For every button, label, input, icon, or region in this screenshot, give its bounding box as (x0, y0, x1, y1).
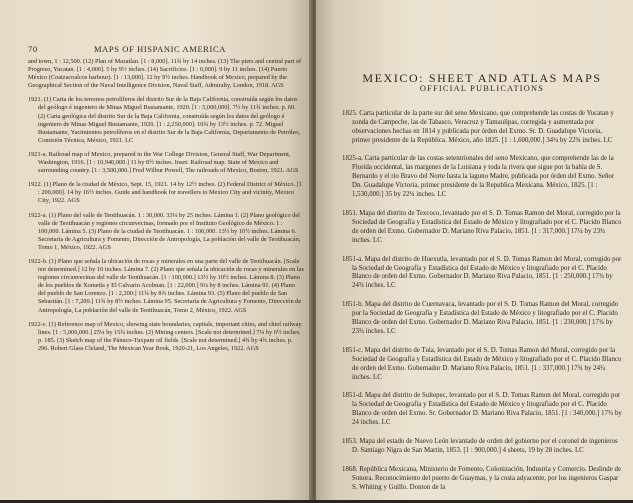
entry-continuation (28, 58, 304, 90)
entry-1868 (342, 466, 622, 493)
entry-text: 1825-a. Carta particular de las costas setentrionales del seno Mexicano, que comprehende las de la Florida occidental, las margenes de la Luisiana y toda la rivera que sigue por la bahía de S. Bernardo y el rio Bravo del Norte hasta la laguno Madre, publicada por órden del Exmo. Señor Dn. Guadalupe Victoria, primer presidente de la Republica Mexicana. México, 1825. [1 : 1,530,000.] 35 by 22¼ inches. LC (342, 155, 615, 199)
entry-text: 1851-b. Mapa del distrito de Cuernavaca, levantado por el S. D. Tomas Ramon del Moral, corregido por la Sociedad de Geografía y Estadística del Estado de México y litografiado por el C. Placido Blanco de orden del Exmo. Gobernador D. Mariano Riva Palacio, 1851. [1 : 230,000.] 17¾ by 23¾ inches. LC (342, 301, 619, 335)
entry-text: 1868. República Mexicana, Ministerio de Fomento, Colonización, Industria y Comercio. Deslinde de Sonora. Reconocimiento del puerto de Guaymas, y la costa adyacente, por los ingenieros Gaspar S. Whiting y Guillo. Donton de la (342, 465, 622, 491)
entry-1825-a (342, 155, 622, 200)
entry-1851-a (342, 256, 622, 292)
entry-text: 1922-a. (1) Plano del valle de Teotihuacán. 1 : 30,000. 33¼ by 25 inches. Lámina 1. (2) Plano geológico del valle de Teotihuacán y regiones circunvecinas, formado por el Instituto Geológico de México. 1 : 100,000. Lámina 5. (3) Plano de la ciudad de Teotihuacán. 1 : 100,000. 13½ by 10½ inches. Lámina 6. Secretaría de Agricultura y Fomento, Dirección de Antropología, La población del valle de Teotihuacán, Tomo 1, México, 1922. AGS (28, 211, 301, 251)
entry-1922-c (28, 321, 304, 353)
entry-text: 1851. Mapa del distrito de Texcoco, levantado por el S. D. Tomas Ramon del Moral, corregido por la Sociedad de Geografía y Estadística del Estado de México y litografiado por el C. Placido Blanco de orden del Exmo. Gobernador D. Mariano Riva Palacio, 1851. [1 : 317,000.] 17¼ by 23¾ inches. LC (342, 209, 622, 244)
entry-1851 (342, 210, 622, 246)
entry-1921 (28, 96, 304, 145)
entry-text: 1825. Carta particular de la parte sur del seno Mexicano, que comprehende las costas de Yucatan y zonda de Campeche, las de Tabasco, Veracruz y Tamaulipas, corregida y aumentada por observaciones hechas en 1814 y publicada por órden del Exmo. Sr. D. Guadalupe Victoria, primer presidente de la República. México, año 1825. [1 : 1,600,000.] 34¼ by 22¾ inches. LC (342, 109, 614, 144)
right-column (342, 58, 622, 503)
left-page (0, 0, 312, 500)
entry-text: 1922-c. (1) Reference map of Mexico, showing state boundaries, capitals, important cities, and chief railway lines. [1 : 5,000,000.] 25¼ by 15¾ inches. (2) Mining centers. [Scale not determined.] 7¼ by 6½ inches. p. 185. (3) Sketch map of the Pánuco-Tuxpam oil fields. [Scale not determined.] 4¾ by 4¾ inches. p. 296. Robert Glass Cleland, The Mexican Year Book, 1920-21, Los Angeles, 1922. AGS (28, 320, 302, 352)
entry-1853 (342, 438, 622, 456)
entry-1922-b (28, 258, 304, 315)
entry-text: 1851-d. Mapa del distrito de Sultepec, levantado por el S. D. Tomas Ramon del Moral, corregido por la Sociedad de Geografía y Estadística del Estado de México y litografiado por el C. Placido Blanco de orden del Exmo. Sr. Gobernador D. Mariano Riva Palacio, 1851. [1 : 340,000.] 17¾ by 24 inches. LC (342, 392, 622, 427)
entry-1922-a (28, 212, 304, 252)
entry-text: 1921. (1) Carta de los terrenos petrolíferos del distrito Sur de la Baja California, construída según los datos del geólogo é ingeniero de Minas Miguel Bustamante, 1920. [1 : 5,000,000]. 7½ by 11¾ inches. p. 60. (2) Carta geológica del distrito Sur de la Baja California, construída según los datos del geólogo é ingeniero de Minas Miguel Bustamante, 1920. [1 : 2,250,000]. 10¾ by 13½ inches. p. 72. Miguel Bustamante, Yacimientos petrolíferos en el distrito Sur de la Baja California, Departamento de Petróleo, Comisión Técnica, México, 1921. LC (28, 96, 301, 144)
entry-text: 1851-c. Mapa del distrito de Tula, levantado por el S. D. Tomas Ramon del Moral, corregido por la Sociedad de Geografía y Estadística del Estado de México y litografiado por el C. Placido Blanco de orden del Exmo. Gobernador D. Mariano Riva Palacio, 1851. [1 : 337,000.] 17¾ by 24¾ inches. LC (342, 346, 622, 381)
entry-1921-a (28, 151, 304, 175)
entry-1851-d (342, 392, 622, 428)
entry-text: and town, 1 : 12,500. (12) Plan of Mazatlan. [1 : 8,000]. 11¾ by 14 inches. (13) The piers and central part of Progreso, Yucatan. [1 : 4,000]. 5 by 9½ inches. (14) Sacrificios. [1 : 6,000]. 9 by 11 inches. (14) Puerto México (Coatzacoalcos harbour). [1 : 13,000]. 12 by 9½ inches. Handbook of Mexico, prepared by the Geographical Section of the Naval Intelligence Division, Naval Staff, Admiralty, London, 1918. AGS (28, 58, 302, 90)
entry-1922 (28, 181, 304, 205)
entry-text: 1853. Mapa del estado de Nuevo León levantado de orden del gobierno por el coronel de ingenieros D. Santiago Nigra de San Martin, 1853. [1 : 900,000.] 4 sheets, 19 by 28 inches. LC (342, 438, 618, 454)
running-title: MAPS OF HISPANIC AMERICA (94, 44, 226, 54)
entry-1851-c (342, 347, 622, 383)
section-title: MEXICO: SHEET AND ATLAS MAPS (362, 71, 602, 85)
entry-1825 (342, 110, 622, 146)
section-subtitle: OFFICIAL PUBLICATIONS (419, 83, 545, 93)
entry-text: 1851-a. Mapa del distrito de Huexutla, levantado por el S. D. Tomas Ramon del Moral, corregido por la Sociedad de Geografía y Estadística del Estado de México y litografiado por el C. Placido Blanco de orden del Exmo. Gobernador D. Mariano Riva Palacio, 1851. [1 : 250,000.] 17¾ by 24¾ inches. LC (342, 255, 622, 290)
entry-text: 1922-b. (1) Plano que señala la ubicación de rocas y minerales en una parte del valle de Teotihuacán. [Scale not determined.] 12 by 10 inches. Lámina 7. (2) Plano que señala la ubicación de rocas y minerales en las regiones circunvecinas del valle de Teotihuacán. [1 : 100,000.] 13½ by 10½ inches. Lámina 8. (3) Plano de los pueblos de Xometla y El Calvario Acolman. [1 : 22,000.] 9¼ by 8 inches. Lámina 91. (4) Plano del pueblo de San Lorenzo. [1 : 2,200.] 11¾ by 8¾ inches. Lámina 93. (5) Plano del pueblo de San Sebastián. [1 : 7,200.] 11¾ by 8½ inches. Lámina 95. Secretaría de Agricultura y Fomento, Dirección de Antropología, La población del valle de Teotihuacán, Tomo 2, México, 1922. AGS (28, 257, 304, 314)
left-column (28, 58, 304, 359)
page-number: 70 (28, 44, 38, 54)
entry-text: 1921-a. Railroad map of Mexico, prepared in the War College Division, General Staff, War Department, Washington, 1916. [1 : 10,940,000.] 11 by 8½ inches. Inset: Railroad map. State of Mexico and surrounding country. [1 : 3,500,000.] Fred Wilbur Powell, The railroads of Mexico, Boston, 1921. AGS (28, 150, 299, 175)
entry-text: 1922. (1) Plano de la ciudad de México, Sept. 15, 1921. 14 by 12½ inches. (2) Federal District of México. [1 : 200,000]. 14 by 16½ inches. Guide and handbook for travellers to Mexico City and vicinity, Mexico City, 1922. AGS (28, 181, 302, 205)
entry-1851-b (342, 301, 622, 337)
left-running-head (28, 44, 292, 56)
